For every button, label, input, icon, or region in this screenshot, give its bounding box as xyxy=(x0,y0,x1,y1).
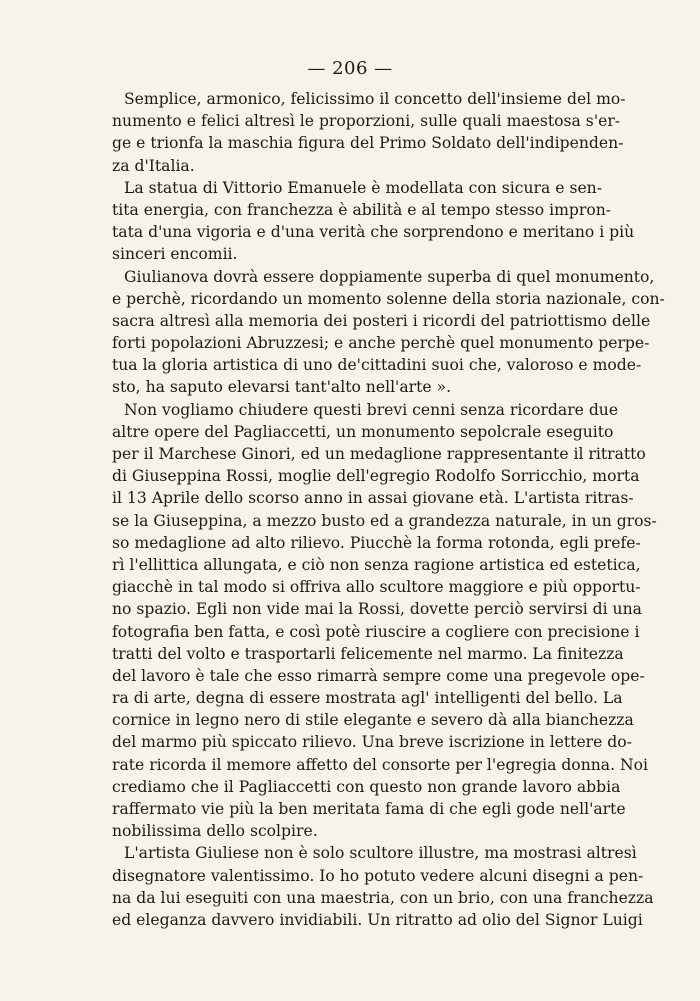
text-line: e perchè, ricordando un momento solenne della storia nazionale, con- xyxy=(112,289,665,308)
text-line: no spazio. Egli non vide mai la Rossi, dovette perciò servirsi di una xyxy=(112,600,642,619)
text-line: disegnatore valentissimo. Io ho potuto vedere alcuni disegni a pen- xyxy=(112,866,644,885)
text-line: sinceri encomii. xyxy=(112,245,238,264)
text-line: tita energia, con franchezza è abilità e al tempo stesso impron- xyxy=(112,200,612,219)
text-line: raffermato vie più la ben meritata fama di che egli gode nell'arte xyxy=(112,800,626,818)
text-line: Giulianova dovrà essere doppiamente superba di quel monumento, xyxy=(124,267,655,286)
text-line: rate ricorda il memore affetto del consorte per l'egregia donna. Noi xyxy=(112,755,649,774)
text-line: fotografia ben fatta, e così potè riuscire a cogliere con precisione i xyxy=(112,622,640,641)
text-line: so medaglione ad alto rilievo. Piucchè la forma rotonda, egli prefe- xyxy=(112,533,641,552)
text-line: Non vogliamo chiudere questi brevi cenni senza ricordare due xyxy=(124,400,619,419)
text-line: za d'Italia. xyxy=(112,156,195,175)
text-line: Semplice, armonico, felicissimo il concetto dell'insieme del mo- xyxy=(124,90,626,108)
text-line: il 13 Aprile dello scorso anno in assai giovane età. L'artista ritras- xyxy=(112,489,634,508)
text-line: del lavoro è tale che esso rimarrà sempre come una pregevole ope- xyxy=(112,666,645,685)
paragraph-5 xyxy=(112,842,654,931)
text-line: na da lui eseguiti con una maestria, con un brio, con una franchezza xyxy=(112,888,654,907)
text-line: crediamo che il Pagliaccetti con questo non grande lavoro abbia xyxy=(112,777,621,796)
body-text xyxy=(112,88,665,931)
text-line: forti popolazioni Abruzzesi; e anche perchè quel monumento perpe- xyxy=(112,334,650,353)
text-line: rì l'ellittica allungata, e ciò non senza ragione artistica ed estetica, xyxy=(112,555,641,574)
text-line: tua la gloria artistica di uno de'cittadini suoi che, valoroso e mode- xyxy=(112,356,642,375)
paragraph-2 xyxy=(112,177,635,266)
text-line: giacchè in tal modo si offriva allo scultore maggiore e più opportu- xyxy=(112,578,641,597)
text-line: sacra altresì alla memoria dei posteri i ricordi del patriottismo delle xyxy=(112,311,651,330)
text-line: se la Giuseppina, a mezzo busto ed a grandezza naturale, in un gros- xyxy=(112,511,657,530)
text-line: numento e felici altresì le proporzioni, sulle quali maestosa s'er- xyxy=(112,112,621,131)
text-line: di Giuseppina Rossi, moglie dell'egregio Rodolfo Sorricchio, morta xyxy=(112,467,640,486)
paragraph-1 xyxy=(112,88,626,177)
text-line: nobilissima dello scolpire. xyxy=(112,822,318,841)
text-line: per il Marchese Ginori, ed un medaglione rappresentante il ritratto xyxy=(112,445,646,463)
text-line: La statua di Vittorio Emanuele è modellata con sicura e sen- xyxy=(124,178,602,197)
text-line: cornice in legno nero di stile elegante e severo dà alla bianchezza xyxy=(112,711,634,730)
paragraph-4 xyxy=(112,399,657,843)
text-line: L'artista Giuliese non è solo scultore illustre, ma mostrasi altresì xyxy=(124,844,637,863)
text-line: del marmo più spiccato rilievo. Una breve iscrizione in lettere do- xyxy=(112,733,632,752)
text-line: ed eleganza davvero invidiabili. Un ritratto ad olio del Signor Luigi xyxy=(112,910,643,929)
text-line: ra di arte, degna di essere mostrata agl' intelligenti del bello. La xyxy=(112,689,623,708)
text-line: ge e trionfa la maschia figura del Primo Soldato dell'indipenden- xyxy=(112,134,624,153)
page-number: — 206 — xyxy=(307,58,393,79)
text-line: tratti del volto e trasportarli felicemente nel marmo. La finitezza xyxy=(112,644,624,663)
text-line: tata d'una vigoria e d'una verità che sorprendono e meritano i più xyxy=(112,223,635,242)
text-line: sto, ha saputo elevarsi tant'alto nell'arte ». xyxy=(112,378,452,397)
text-line: altre opere del Pagliaccetti, un monumento sepolcrale eseguito xyxy=(112,422,614,441)
paragraph-3 xyxy=(112,266,665,399)
